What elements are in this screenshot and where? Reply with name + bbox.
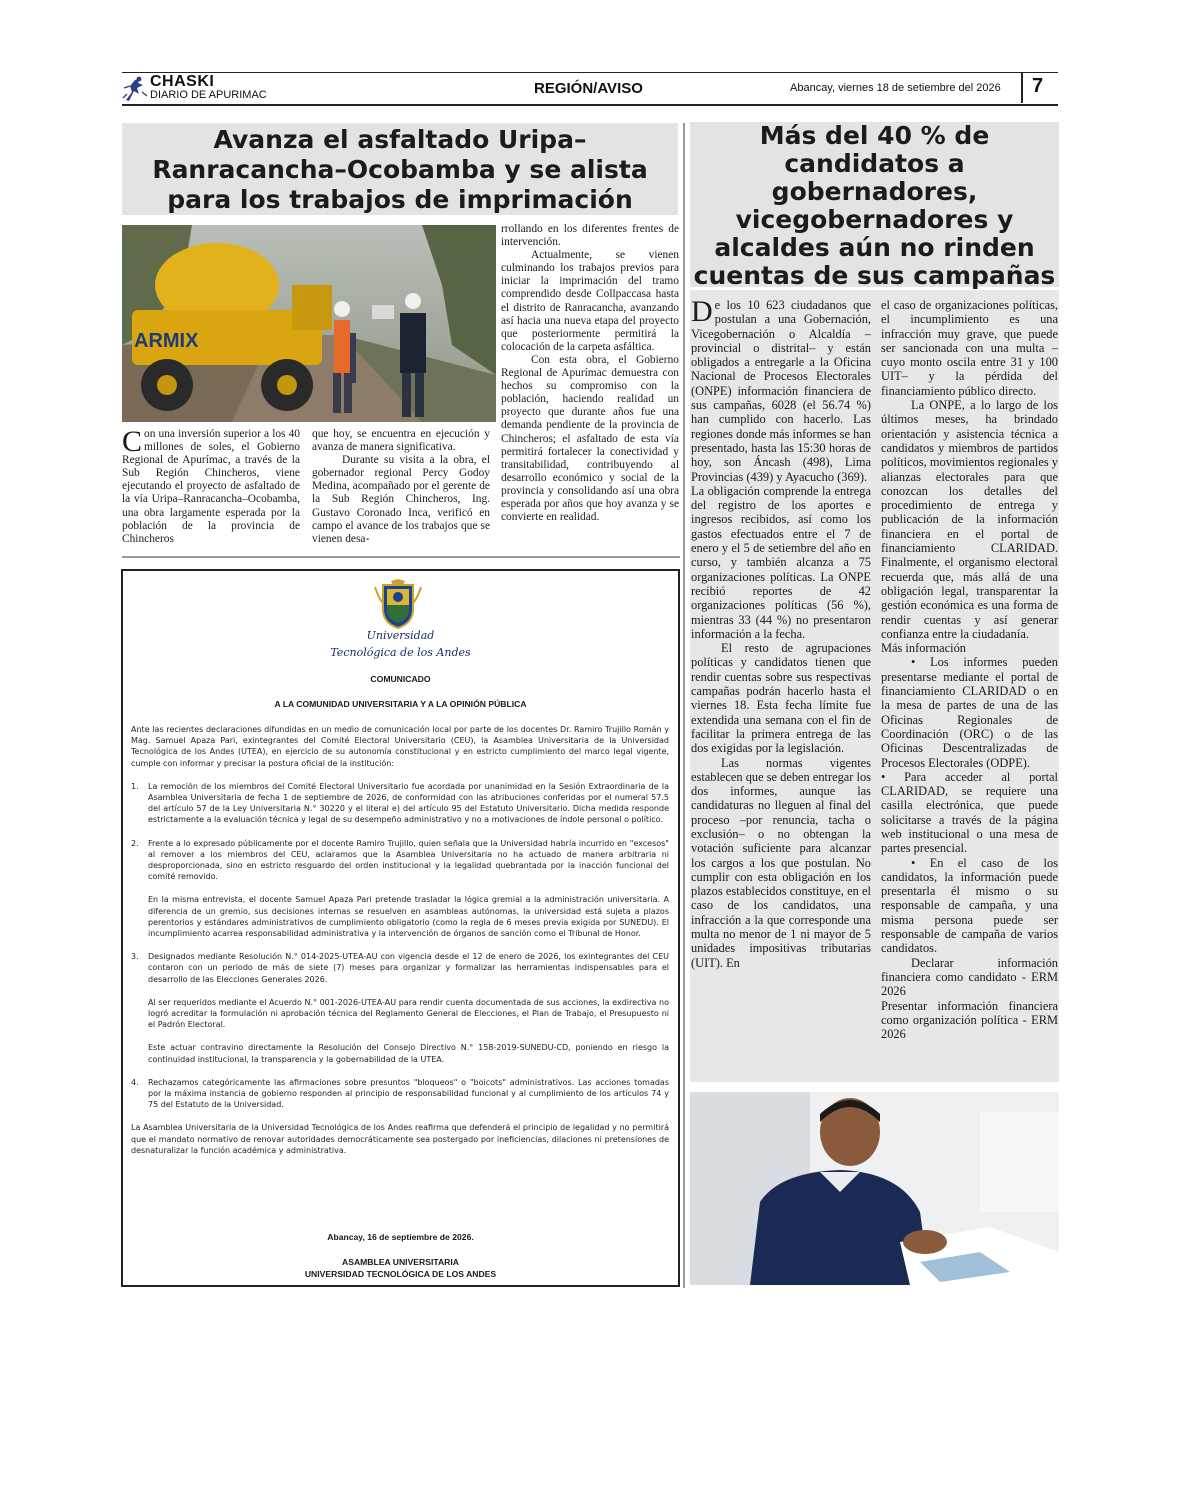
article1-col2-p1: que hoy, se encuentra en ejecución y avanza de manera significativa. xyxy=(312,428,490,454)
section-label: REGIÓN/AVISO xyxy=(534,80,643,97)
article2-headline: Más del 40 % de candidatos a gobernadores, vicegobernadores y alcaldes aún no rinden cuentas de sus campañas xyxy=(693,121,1056,290)
university-name-line2: Tecnológica de los Andes xyxy=(330,646,471,659)
article2-col1-p1: e los 10 623 ciudadanos que postulan a una Gobernación, Vicegobernación o Alcaldía –provincial o distrital– y están obligados a entregarle a la Oficina Nacional de Procesos Electorales (ONPE) información financiera de sus campañas, 6028 (el 56.74 %) han cumplido con hacerlo. Las regiones donde más informes se han presentado, hasta las 15:30 horas de hoy, son Áncash (498), Lima Provincias (439) y Ayacucho (369). xyxy=(691,298,871,484)
item-number: 3. xyxy=(131,952,139,962)
brand-name: CHASKI xyxy=(150,73,215,90)
article1-col3-p1: rrollando en los diferentes frentes de intervención. xyxy=(501,223,679,249)
article2-col2-p6: • En el caso de los candidatos, la información puede presentarla él mismo o su responsable de campaña, y una misma persona puede ser responsable de campaña de varios candidatos. xyxy=(881,855,1058,956)
item-text: Rechazamos categóricamente las afirmaciones sobre presuntos "bloqueos" o "boicots" administrativos. Las acciones tomadas por la máxima instancia de gobierno responden al principio de responsabilidad funcional y al cumplimiento de los artículos 74 y 75 del Estatuto de la Universidad. xyxy=(148,1077,669,1110)
article2-col2-p3: Más información xyxy=(881,641,966,656)
communique-item-3 xyxy=(131,951,669,985)
communique-intro: Ante las recientes declaraciones difundidas en un medio de comunicación local por parte de los docentes Dr. Ramiro Trujillo Román y Mag. Samuel Apaza Pari, exintegrantes del Comité Electoral Universitario (CEU), la Asamblea Universitaria de la Universidad Tecnológica de los Andes (UTEA), en ejercicio de su autonomía constitucional y en estricto cumplimiento del marco legal vigente, cumple con informar y precisar la postura oficial de la institución: xyxy=(131,725,669,768)
article1-column-2 xyxy=(312,428,490,546)
article1-headline: Avanza el asfaltado Uripa–Ranracancha–Ocobamba y se alista para los trabajos de imprimación xyxy=(152,125,648,214)
article1-col3-p3: Con esta obra, el Gobierno Regional de Apurímac demuestra con hechos su compromiso con la población, haciendo realidad un proyecto que durante años fue una demanda pendiente de la provincia de Chincheros; el asfaltado de esta vía permitirá fortalecer la conectividad y transitabilidad, contribuyendo al desarrollo económico y social de la provincia y consolidando así una obra esperada por años que hoy avanza y se convierte en realidad. xyxy=(501,353,679,524)
article2-col1-p3: El resto de agrupaciones políticas y candidatos tienen que rendir cuentas sobre sus respectivas campañas podrán hacerlo hasta el viernes 18. Esta fecha límite fue extendida una semana con el fin de facilitar la primera entrega de las dos exigidas por la legislación. xyxy=(691,641,871,756)
column-divider-vertical xyxy=(683,123,685,1288)
communique-item-3-sub2: Este actuar contravino directamente la Resolución del Consejo Directivo N.° 158-2019-SUNEDU-CD, poniendo en riesgo la continuidad institucional, la transparencia y la gobernabilidad de la UTEA. xyxy=(148,1043,669,1064)
header-separator xyxy=(1021,73,1023,103)
item-number: 4. xyxy=(131,1077,139,1087)
communique-closing: La Asamblea Universitaria de la Universidad Tecnológica de los Andes reafirma que defenderá el principio de legalidad y no permitirá que el mandato normativo de renovar autoridades democráticamente sea postergado por ineficiencias, dilaciones ni pretensiones de desnaturalizar la función académica y administrativa. xyxy=(131,1123,669,1155)
brand-subtitle: DIARIO DE APURIMAC xyxy=(150,89,267,101)
item-number: 1. xyxy=(131,781,139,791)
article-divider-horizontal xyxy=(122,556,680,558)
article2-dropcap: D xyxy=(691,295,713,328)
road-construction-photo xyxy=(122,225,496,422)
item-number: 2. xyxy=(131,838,139,848)
item-text: Designados mediante Resolución N.° 014-2025-UTEA-AU con vigencia desde el 12 de enero de 2026, los exintegrantes del CEU contaron con un periodo de más de siete (7) meses para organizar y formalizar las herramientas indispensables para el desarrollo de las Elecciones Generales 2026. xyxy=(148,952,669,984)
article2-col2-p2: La ONPE, a lo largo de los últimos meses, ha brindado orientación y asistencia técnica a candidatos y miembros de partidos políticos, movimientos regionales y alianzas electorales para que conozcan los detalles del procedimiento de entrega y publicación de la información financiera en el portal de financiamiento CLARIDAD. Finalmente, el organismo electoral recuerda que, más allá de una obligación legal, transparentar la gestión económica es una forma de rendir cuentas y así generar confianza entre la ciudadanía. xyxy=(881,398,1058,641)
article1-photo xyxy=(122,225,496,422)
article2-col2-p7: Declarar información financiera como candidato - ERM 2026 xyxy=(881,955,1058,999)
mixer-brand-text: ARMIX xyxy=(134,330,199,352)
header-rule-bottom xyxy=(122,104,1058,106)
article1-col2-p2: Durante su visita a la obra, el gobernador regional Percy Godoy Medina, acompañado por el gerente de la Sub Región Chincheros, Ing. Gustavo Coronado Inca, verificó en campo el avance de los trabajos que se vienen desa- xyxy=(312,454,490,545)
article2-col1-p2: La obligación comprende la entrega del registro de los aportes e ingresos recibidos, así como los gastos efectuados entre el 7 de enero y el 5 de setiembre del año en curso, y también alcanza a 75 organizaciones políticas. La ONPE recibió reportes de 42 organizaciones políticas (56 %), mientras 33 (44 %) no presentaron información a la fecha. xyxy=(691,483,871,641)
communique-signature-2: UNIVERSIDAD TECNOLÓGICA DE LOS ANDES xyxy=(304,1269,497,1279)
chaski-logo-icon xyxy=(122,74,148,104)
article2-col2-p4: • Los informes pueden presentarse mediante el portal de financiamiento CLARIDAD o en la mesa de partes de una de las Oficinas Regionales de Coordinación (ORC) o de las Oficinas Descentralizadas de Procesos Electorales (ODPE). xyxy=(881,655,1058,770)
communique-date: Abancay, 16 de septiembre de 2026. xyxy=(327,1232,474,1242)
article2-column-2 xyxy=(881,298,1058,1041)
article1-dropcap: C xyxy=(122,425,143,458)
article1-column-3 xyxy=(501,223,679,524)
communique-title: COMUNICADO xyxy=(370,674,431,684)
communique-signature-1: ASAMBLEA UNIVERSITARIA xyxy=(342,1257,459,1267)
communique-body xyxy=(131,724,669,1168)
article2-col2-p1: el caso de organizaciones políticas, el incumplimiento es una infracción muy grave, que puede ser sancionada con una multa –cuyo monto oscila entre 31 y 100 UIT– y la pérdida del financiamiento público directo. xyxy=(881,298,1058,398)
header-rule-top xyxy=(122,72,1058,73)
article1-col3-p2: Actualmente, se vienen culminando los trabajos previos para iniciar la imprimación del tramo comprendido desde Collpaccasa hasta el distrito de Ranracancha, avanzando así hacia una nueva etapa del proyecto que posteriormente permitirá la colocación de la carpeta asfáltica. xyxy=(501,249,679,353)
university-name-line1: Universidad xyxy=(366,629,435,642)
communique-item-3-sub1: Al ser requeridos mediante el Acuerdo N.° 001-2026-UTEA-AU para rendir cuenta documentada de sus acciones, la exdirectiva no logró acreditar la formulación ni aprobación técnica del Reglamento General de Elecciones, el Plan de Trabajo, el Presupuesto ni el Padrón Electoral. xyxy=(148,997,669,1030)
article2-col1-p4: Las normas vigentes establecen que se deben entregar los dos informes, aunque las candidaturas no lleguen al final del proceso –por renuncia, tacha o exclusión– o no obtengan la votación suficiente para alcanzar los cargos a los que postulan. No cumplir con esta obligación en los plazos establecidos constituye, en el caso de los candidatos, una infracción a la que corresponde una multa no menor de 1 ni mayor de 5 unidades impositivas tributarias (UIT). En xyxy=(691,755,871,970)
university-communique xyxy=(121,569,680,1287)
communique-item-1 xyxy=(131,781,669,826)
communique-item-4 xyxy=(131,1077,669,1111)
article1-column-1 xyxy=(122,425,300,546)
page-number: 7 xyxy=(1032,75,1044,97)
official-reviewing-documents-photo xyxy=(690,1092,1059,1285)
article2-headline-box xyxy=(690,121,1059,290)
article1-headline-box xyxy=(122,123,678,215)
article2-photo xyxy=(690,1092,1059,1285)
article2-col2-p8: Presentar información financiera como organización política - ERM 2026 xyxy=(881,998,1058,1042)
article2-column-1 xyxy=(691,295,871,970)
university-crest-icon xyxy=(369,579,427,629)
article1-col1-text: on una inversión superior a los 40 millones de soles, el Gobierno Regional de Apurímac, a través de la Sub Región Chincheros, viene ejecutando el proyecto de asfaltado de la vía Uripa–Ranracancha–Ocobamba, una obra largamente esperada por la población de la provincia de Chincheros xyxy=(122,428,300,545)
item-text: La remoción de los miembros del Comité Electoral Universitario fue acordada por unanimidad en la Sesión Extraordinaria de la Asamblea Universitaria de fecha 1 de septiembre de 2026, de conformidad con las atribuciones conferidas por el numeral 57.5 del artículo 57 de la Ley Universitaria N.° 30220 y el literal e) del artículo 95 del Estatuto Universitario. Dicha medida responde estrictamente a la evaluación técnica y legal de su desempeño administrativo y no a motivaciones de índole personal o político. xyxy=(148,781,669,825)
masthead xyxy=(122,70,1058,108)
article2-col2-p5: • Para acceder al portal CLARIDAD, se requiere una casilla electrónica, que puede solicitarse a través de la página web institucional o una mesa de partes presencial. xyxy=(881,769,1058,856)
communique-subtitle: A LA COMUNIDAD UNIVERSITARIA Y A LA OPINIÓN PÚBLICA xyxy=(274,699,527,709)
communique-item-2 xyxy=(131,838,669,883)
item-text: Frente a lo expresado públicamente por el docente Ramiro Trujillo, quien señala que la Universidad habría incurrido en "excesos" al remover a los miembros del CEU, aclaramos que la Asamblea Universitaria no ha actuado de manera arbitraria ni desproporcionada, sino en estricto resguardo del orden institucional y la legalidad quebrantada por la inacción funcional del comité removido. xyxy=(148,838,669,882)
dateline: Abancay, viernes 18 de setiembre del 2026 xyxy=(790,82,1001,94)
communique-item-2-sub: En la misma entrevista, el docente Samuel Apaza Pari pretende trasladar la lógica gremial a la administración universitaria. A diferencia de un gremio, sus decisiones internas se resuelven en asambleas autónomas, la universidad está sujeta a plazos perentorios y estándares administrativos de cumplimiento obligatorio (como la regla de 6 meses previa exigida por SUNEDU). El incumplimiento acarrea responsabilidad administrativa y la intervención de órganos de sanción como el Tribunal de Honor. xyxy=(148,895,669,939)
